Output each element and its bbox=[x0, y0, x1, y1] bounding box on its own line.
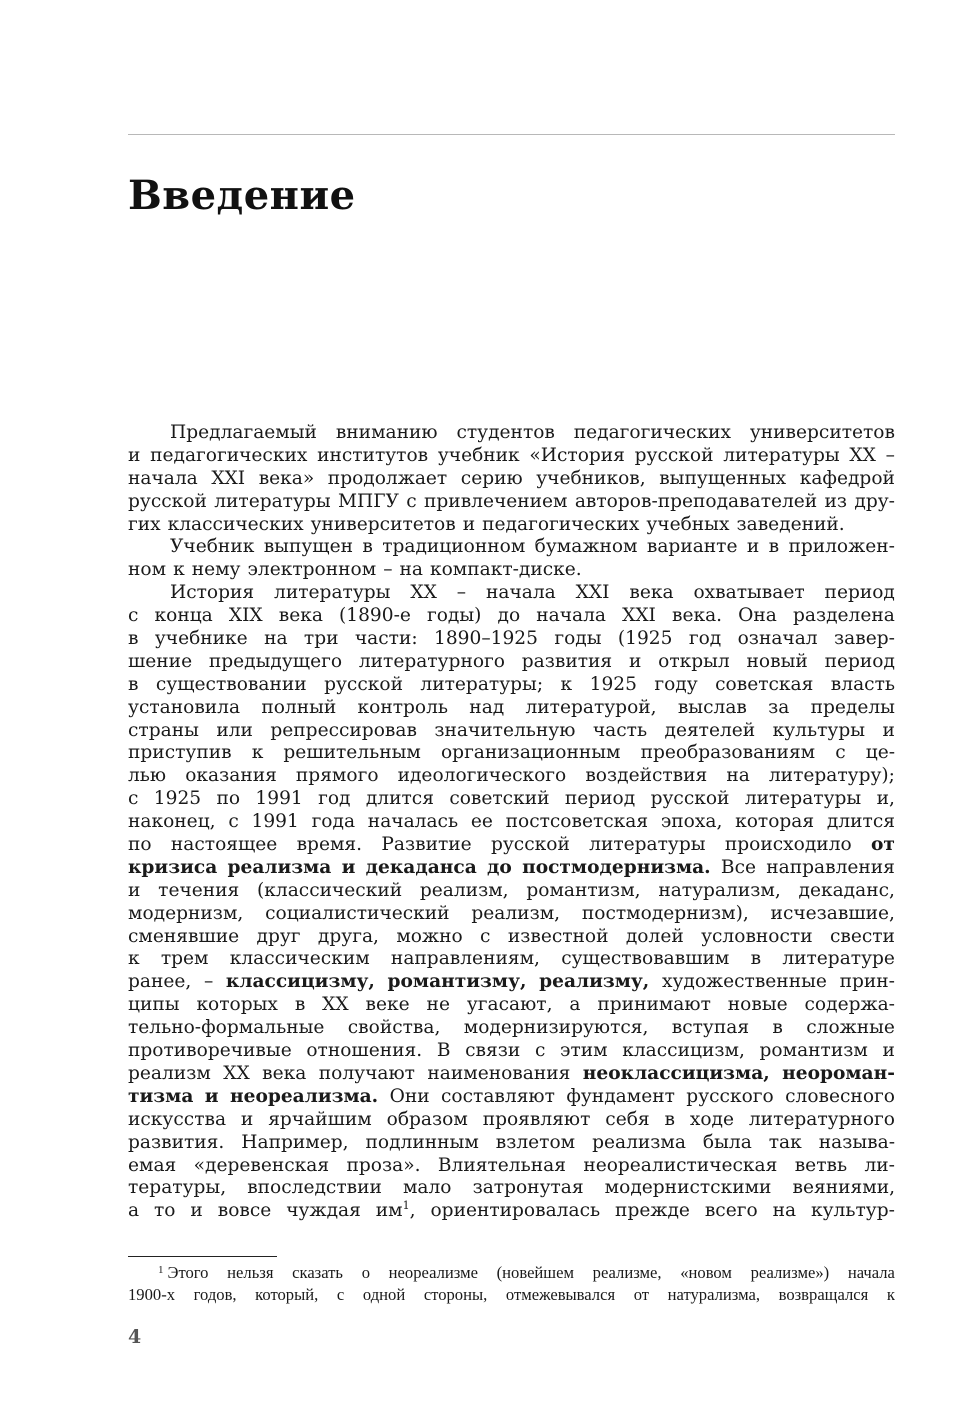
text-line: кризиса реализма и декаданса до постмодернизма. Все направления bbox=[128, 856, 895, 878]
text-line: шение предыдущего литературного развития и открыл новый период bbox=[128, 650, 895, 672]
text-line: к трем классическим направлениям, существовавшим в литературе bbox=[128, 948, 895, 970]
text-line: искусства и ярчайшим образом проявляют себя в ходе литературного bbox=[128, 1108, 895, 1130]
chapter-title: Введение bbox=[128, 172, 356, 219]
text-line: гих классических университетов и педагогических учебных заведений. bbox=[128, 513, 845, 535]
text-line: наконец, с 1991 года началась ее постсоветская эпоха, которая длится bbox=[128, 811, 895, 833]
header-rule bbox=[128, 134, 895, 135]
text-line: сменявшие друг друга, можно с известной долей условности свести bbox=[128, 925, 895, 947]
text-line: емая «деревенская проза». Влиятельная неореалистическая ветвь ли- bbox=[128, 1154, 895, 1176]
text-line: ном к нему электронном – на компакт-диске. bbox=[128, 559, 582, 581]
text-line: страны или репрессировав значительную часть деятелей культуры и bbox=[128, 719, 895, 741]
text-line: и течения (классический реализм, романтизм, натурализм, декаданс, bbox=[128, 879, 895, 901]
text-line: в учебнике на три части: 1890–1925 годы (1925 год означал завер- bbox=[128, 628, 895, 650]
text-line: тературы, впоследствии мало затронутая модернистскими веяниями, bbox=[128, 1177, 895, 1199]
text-line: История литературы XX – начала XXI века охватывает период bbox=[170, 582, 895, 604]
text-line: приступив к решительным организационным преобразованиям с це- bbox=[128, 742, 895, 764]
text-line: ципы которых в XX веке не угасают, а принимают новые содержа- bbox=[128, 994, 895, 1016]
text-line: в существовании русской литературы; к 1925 году советская власть bbox=[128, 673, 895, 695]
footnote-rule bbox=[128, 1256, 277, 1257]
text-line: установила полный контроль над литературой, выслав за пределы bbox=[128, 696, 895, 718]
footnote bbox=[128, 1262, 895, 1306]
footnote-line: 1900-х годов, который, с одной стороны, отмежевывался от натурализма, возвращался к bbox=[128, 1285, 895, 1304]
text-line: ранее, – классицизму, романтизму, реализму, художественные прин- bbox=[128, 971, 895, 993]
text-line: реализм XX века получают наименования неоклассицизма, неороман- bbox=[128, 1062, 895, 1084]
text-line: по настоящее время. Развитие русской литературы происходило от bbox=[128, 834, 895, 856]
text-line: развития. Например, подлинным взлетом реализма была так называ- bbox=[128, 1131, 895, 1153]
text-line: тизма и неореализма. Они составляют фундамент русского словесного bbox=[128, 1085, 895, 1107]
page-number: 4 bbox=[128, 1326, 142, 1348]
text-line: лью оказания прямого идеологического воздействия на литературу); bbox=[128, 765, 895, 787]
text-line: с 1925 по 1991 год длится советский период русской литературы и, bbox=[128, 788, 895, 810]
text-line: Учебник выпущен в традиционном бумажном варианте и в приложен- bbox=[170, 536, 895, 558]
text-line: и педагогических институтов учебник «История русской литературы XX – bbox=[128, 444, 895, 466]
text-line: русской литературы МПГУ с привлечением авторов-преподавателей из дру- bbox=[128, 490, 895, 512]
text-line: модернизм, социалистический реализм, постмодернизм), исчезавшие, bbox=[128, 902, 895, 924]
body-text bbox=[128, 422, 895, 1223]
footnote-line: $^1$ Этого нельзя сказать о неореализме (новейшем реализме, «новом реализме») начала bbox=[158, 1263, 895, 1282]
text-line: противоречивые отношения. В связи с этим классицизм, романтизм и bbox=[128, 1040, 895, 1062]
text-line: с конца XIX века (1890-е годы) до начала XXI века. Она разделена bbox=[128, 605, 895, 627]
text-line: Предлагаемый вниманию студентов педагогических университетов bbox=[170, 422, 895, 443]
text-line: начала XXI века» продолжает серию учебников, выпущенных кафедрой bbox=[128, 467, 895, 489]
text-line: тельно-формальные свойства, модернизируются, вступая в сложные bbox=[128, 1017, 895, 1039]
text-line: а то и вовсе чуждая $им^1$, ориентировалась прежде всего на культур- bbox=[128, 1199, 895, 1222]
footnote-mark: 1 bbox=[158, 1264, 164, 1276]
